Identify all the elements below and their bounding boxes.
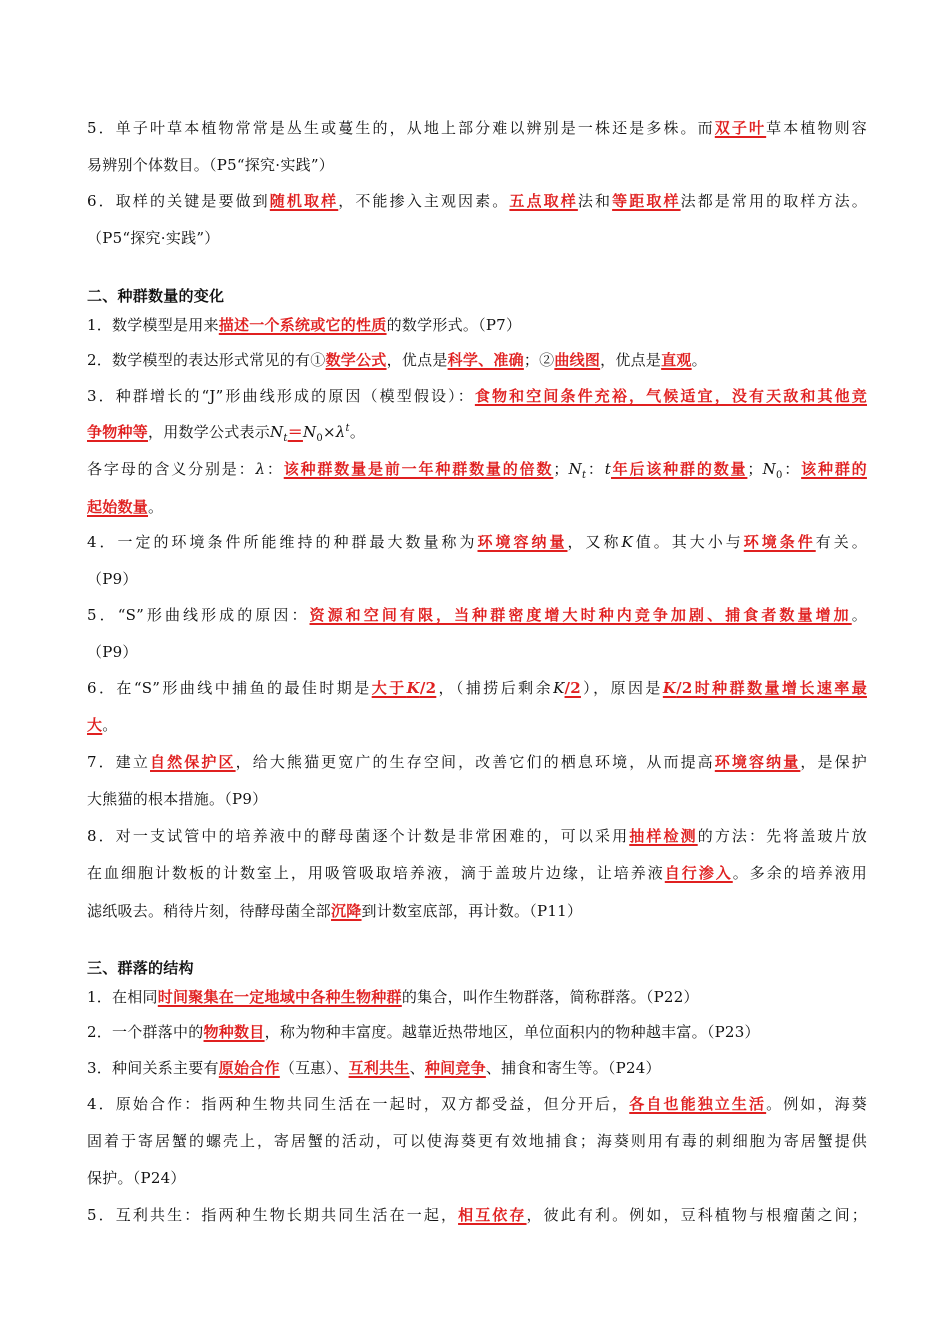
- key-term: 种间竞争: [424, 1059, 486, 1077]
- key-term: 科学、准确: [447, 351, 524, 369]
- text: 3．种间关系主要有: [87, 1059, 219, 1077]
- key-term: 环境容纳量: [714, 753, 801, 771]
- formula-subscript: t: [581, 470, 587, 481]
- p6-line-2: （P5“探究·实践”）: [87, 229, 220, 247]
- text: 4．一定的环境条件所能维持的种群最大数量称为: [87, 533, 478, 551]
- text: ，彼此有利。例如，豆科植物与根瘤菌之间；: [526, 1206, 867, 1224]
- formula-symbol: λ: [255, 460, 266, 478]
- text: ，（捕捞后剩余: [436, 679, 554, 697]
- text: 。例如，海葵: [766, 1095, 867, 1113]
- text: 。多余的培养液用: [732, 864, 867, 882]
- text: 到计数室底部，再计数。（P11）: [361, 902, 583, 920]
- key-term: 该种群的: [801, 460, 867, 478]
- key-term: 相互依存: [458, 1206, 527, 1224]
- key-term: 自然保护区: [150, 753, 236, 771]
- key-term: 时间聚集在一定地域中各种生物种群: [157, 988, 402, 1006]
- formula-symbol: N: [762, 460, 777, 478]
- text: 5．互利共生：指两种生物长期共同生活在一起，: [87, 1206, 459, 1224]
- text: 5．“S”形曲线形成的原因：: [87, 606, 310, 624]
- s2-item-3-meaning-line-1: [87, 459, 867, 479]
- text: 3．种群增长的“J”形曲线形成的原因（模型假设）：: [87, 387, 475, 405]
- key-term: 双子叶: [714, 119, 767, 137]
- text: 。: [851, 606, 867, 624]
- key-term: 自行渗入: [664, 864, 733, 882]
- text: ：: [265, 460, 284, 478]
- p5-line-1: [87, 118, 867, 138]
- s2-item-6-line-1: [87, 678, 867, 698]
- text: 5．单子叶草本植物常常是丛生或蔓生的，从地上部分难以辨别是一株还是多株。而: [87, 119, 715, 137]
- s2-item-8-line-1: [87, 826, 867, 846]
- text: 。: [691, 351, 707, 369]
- key-term: 环境容纳量: [477, 533, 568, 551]
- text: 、: [409, 1059, 425, 1077]
- text: 6．在“S”形曲线中捕鱼的最佳时期是: [87, 679, 372, 697]
- text: ，用数学公式表示: [148, 423, 271, 441]
- s2-item-7-line-1: [87, 752, 867, 772]
- formula-symbol: K: [553, 679, 565, 697]
- s2-item-8-line-3: [87, 901, 867, 921]
- key-term: 五点取样: [509, 192, 578, 210]
- text: ，优点是: [386, 351, 448, 369]
- text: 7．建立: [87, 753, 151, 771]
- formula-subscript: t: [283, 433, 288, 444]
- s3-item-5-line-1: [87, 1205, 867, 1225]
- text: 的数学形式。（P7）: [386, 316, 522, 334]
- text: ，称为物种丰富度。越靠近热带地区，单位面积内的物种越丰富。（P23）: [264, 1023, 760, 1041]
- s2-item-6-line-2: [87, 715, 867, 735]
- s2-item-4-line-2: （P9）: [87, 570, 138, 588]
- text: 2．数学模型的表达形式常见的有①: [87, 351, 326, 369]
- key-term: 大: [87, 716, 103, 734]
- text: ，不能掺入主观因素。: [338, 192, 510, 210]
- key-term: 物种数目: [203, 1023, 265, 1041]
- key-term: 描述一个系统或它的性质: [218, 316, 387, 334]
- text: 在血细胞计数板的计数室上，用吸管吸取培养液，滴于盖玻片边缘，让培养液: [87, 864, 665, 882]
- text: 6．取样的关键是要做到: [87, 192, 270, 210]
- text: 1．在相同: [87, 988, 158, 1006]
- text: 。: [148, 498, 164, 516]
- text: 4．原始合作：指两种生物共同生活在一起时，双方都受益，但分开后，: [87, 1095, 630, 1113]
- key-term: 互利共生: [348, 1059, 410, 1077]
- text: 的方法：先将盖玻片放: [697, 827, 867, 845]
- s2-item-3-line-1: [87, 386, 867, 406]
- text: ，给大熊猫更宽广的生存空间，改善它们的栖息环境，从而提高: [235, 753, 715, 771]
- formula-symbol: λ: [335, 423, 346, 441]
- s2-item-8-line-2: [87, 863, 867, 883]
- key-term: 抽样检测: [629, 827, 698, 845]
- key-term: 大于: [371, 679, 407, 697]
- s2-item-3-line-2: [87, 422, 867, 442]
- section-heading-3: 三、群落的结构: [87, 959, 194, 977]
- key-term: 直观: [661, 351, 692, 369]
- s2-item-1: [87, 315, 867, 335]
- key-term: 原始合作: [218, 1059, 280, 1077]
- key-term: 争物种等: [87, 423, 149, 441]
- key-term: 等距取样: [612, 192, 681, 210]
- text: 法和: [577, 192, 613, 210]
- key-term: K: [406, 679, 420, 697]
- s2-item-3-meaning-line-2: [87, 497, 867, 517]
- text: 。: [349, 423, 366, 441]
- text: 2．一个群落中的: [87, 1023, 204, 1041]
- key-term: 曲线图: [554, 351, 601, 369]
- text: ：: [782, 460, 802, 478]
- text: 8．对一支试管中的培养液中的酵母菌逐个计数是非常困难的，可以采用: [87, 827, 630, 845]
- key-term: 各自也能独立生活: [629, 1095, 767, 1113]
- key-term: 年后该种群的数量: [611, 460, 748, 478]
- key-term: /2: [419, 679, 437, 697]
- text: 法都是常用的取样方法。: [680, 192, 867, 210]
- text: 滤纸吸去。稍待片刻，待酵母菌全部: [87, 902, 332, 920]
- s3-item-4-line-2: 固着于寄居蟹的螺壳上，寄居蟹的活动，可以使海葵更有效地捕食；海葵则用有毒的刺细胞为寄居蟹提供: [87, 1132, 867, 1150]
- text: 值。其大小与: [632, 533, 744, 551]
- text: ，又称: [567, 533, 622, 551]
- key-term: /2时种群数量增长速率最: [676, 679, 867, 697]
- text: 、捕食和寄生等。（P24）: [485, 1059, 661, 1077]
- key-term: K: [662, 679, 677, 697]
- key-term: 随机取样: [269, 192, 339, 210]
- formula-symbol: N: [270, 423, 284, 441]
- s3-item-4-line-1: [87, 1094, 867, 1114]
- formula-subscript: 0: [776, 470, 783, 481]
- s3-item-1: [87, 987, 867, 1007]
- p5-line-2: 易辨别个体数目。（P5“探究·实践”）: [87, 156, 334, 174]
- text: 1．数学模型是用来: [87, 316, 219, 334]
- text: ，优点是: [600, 351, 662, 369]
- text: 有关。: [815, 533, 867, 551]
- text: ，是保护: [800, 753, 867, 771]
- s2-item-5-line-1: [87, 605, 867, 625]
- s2-item-7-line-2: 大熊猫的根本措施。（P9）: [87, 790, 268, 808]
- formula-subscript: 0: [316, 433, 323, 444]
- text: ），原因是: [580, 679, 663, 697]
- text: （互惠）、: [279, 1059, 349, 1077]
- text: 的集合，叫作生物群落，简称群落。（P22）: [401, 988, 699, 1006]
- text: ；: [747, 460, 763, 478]
- key-term: 起始数量: [87, 498, 149, 516]
- formula-superscript: t: [345, 423, 350, 434]
- key-term: /2: [564, 679, 581, 697]
- key-term: 环境条件: [743, 533, 816, 551]
- formula-symbol: t: [604, 460, 611, 478]
- s3-item-4-line-3: 保护。（P24）: [87, 1169, 186, 1187]
- key-term: 资源和空间有限，当种群密度增大时种内竞争加剧、捕食者数量增加: [309, 606, 852, 624]
- s2-item-4-line-1: [87, 532, 867, 552]
- text: 草本植物则容: [766, 119, 867, 137]
- formula-symbol: K: [621, 533, 633, 551]
- text: ：: [586, 460, 605, 478]
- key-term: 该种群数量是前一年种群数量的倍数: [283, 460, 554, 478]
- section-heading-2: 二、种群数量的变化: [87, 287, 225, 305]
- formula-times: ×: [322, 423, 336, 441]
- p6-line-1: [87, 191, 867, 211]
- formula-symbol: N: [302, 423, 317, 441]
- formula-equals: ＝: [287, 423, 303, 441]
- text: ；②: [523, 351, 555, 369]
- key-term: 食物和空间条件充裕，气候适宜，没有天敌和其他竞: [474, 387, 867, 405]
- text: 各字母的含义分别是：: [87, 460, 256, 478]
- formula-symbol: N: [568, 460, 582, 478]
- s2-item-5-line-2: （P9）: [87, 643, 138, 661]
- key-term: 沉降: [331, 902, 362, 920]
- s2-item-2: [87, 350, 867, 370]
- key-term: 数学公式: [325, 351, 387, 369]
- s3-item-3: [87, 1058, 867, 1078]
- text: ；: [553, 460, 569, 478]
- text: 。: [102, 716, 118, 734]
- s3-item-2: [87, 1022, 867, 1042]
